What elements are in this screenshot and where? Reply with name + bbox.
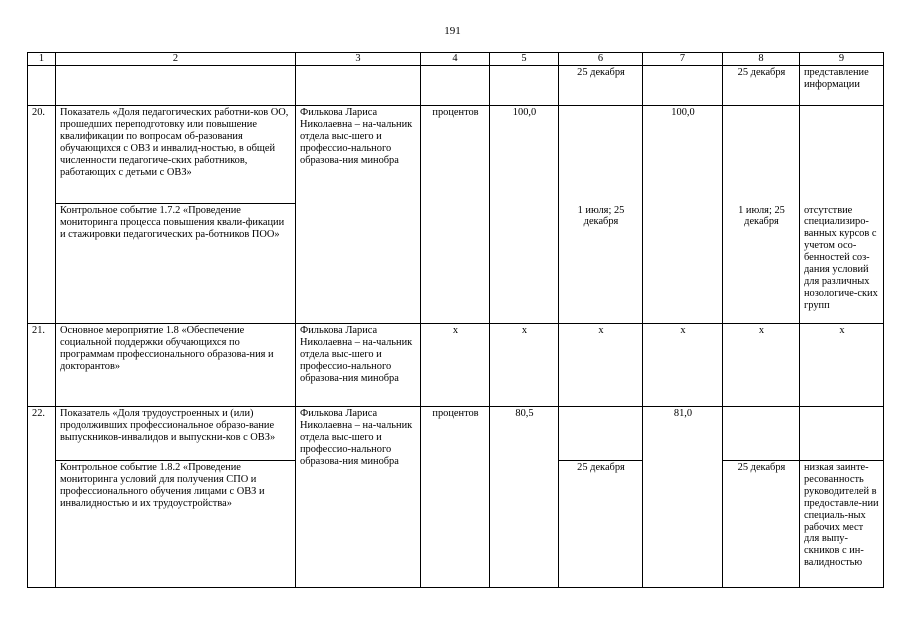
cell-text [56,66,296,106]
value-col5: 100,0 [490,106,559,324]
value-col6: x [559,324,643,407]
cell-col6: 25 декабря [559,66,643,106]
value-col5: x [490,324,559,407]
cell-num [28,66,56,106]
cell-col9 [800,106,884,204]
value-col9: x [800,324,884,407]
control-event-text: Контрольное событие 1.7.2 «Проведение мониторинга процесса повышения квали-фикации и стажировки педагогических ра-ботников ПОО» [56,204,296,324]
event-risk: отсутствие специализиро-ванных курсов с учетом осо-бенностей соз-дания условий для различных нозологиче-ских групп [800,204,884,324]
event-date-col8: 25 декабря [723,461,800,588]
cell-col6 [559,106,643,204]
row-22 [28,407,884,461]
cell-col8 [723,407,800,461]
control-event-text: Контрольное событие 1.8.2 «Проведение мониторинга условий для получения СПО и профессионального обучения лицами с ОВЗ и инвалидностью и их трудоустройства» [56,461,296,588]
cell-col7 [643,66,723,106]
row-number: 20. [28,106,56,324]
cell-col6 [559,407,643,461]
unit: процентов [421,407,490,588]
unit: процентов [421,106,490,324]
header-cell: 3 [296,53,421,66]
event-date-col8: 1 июля; 25 декабря [723,204,800,324]
row-21 [28,324,884,407]
cell-col8: 25 декабря [723,66,800,106]
indicator-text: Показатель «Доля трудоустроенных и (или) продолживших профессиональное образо-вание выпускников-инвалидов и выпускни-ков с ОВЗ» [56,407,296,461]
header-cell: 2 [56,53,296,66]
cell-col9 [800,407,884,461]
header-cell: 6 [559,53,643,66]
event-date-col6: 1 июля; 25 декабря [559,204,643,324]
measure-text: Основное мероприятие 1.8 «Обеспечение социальной поддержки обучающихся по программам профессионального образова-ния и докторантов» [56,324,296,407]
header-cell: 8 [723,53,800,66]
event-date-col6: 25 декабря [559,461,643,588]
responsible-person: Филькова Лариса Николаевна – на-чальник отдела выс-шего и профессио-нального образова-ния минобра [296,407,421,588]
cell-col5 [490,66,559,106]
indicator-text: Показатель «Доля педагогических работни-ков ОО, прошедших переподготовку или повышение квалификации по вопросам об-разования обучающихся с ОВЗ и инвалид-ностью, в общей численности педагогиче-ских работников, работающих с детьми с ОВЗ» [56,106,296,204]
responsible-person: Филькова Лариса Николаевна – на-чальник отдела выс-шего и профессио-нального образова-ния минобра [296,324,421,407]
row-20 [28,106,884,204]
responsible-person: Филькова Лариса Николаевна – на-чальник отдела выс-шего и профессио-нального образова-ния минобра [296,106,421,324]
event-risk: низкая заинте-ресованность руководителей в предоставле-нии специаль-ных рабочих мест для выпу-скников с ин-валидностью [800,461,884,588]
value-col5: 80,5 [490,407,559,588]
header-cell: 7 [643,53,723,66]
cell-col9: представление информации [800,66,884,106]
header-cell: 1 [28,53,56,66]
header-row [28,53,884,66]
row-number: 22. [28,407,56,588]
header-cell: 9 [800,53,884,66]
value-col7: 81,0 [643,407,723,588]
header-cell: 4 [421,53,490,66]
cell-col8 [723,106,800,204]
continuation-row [28,66,884,106]
plan-table [27,52,884,588]
value-col7: x [643,324,723,407]
cell-col4 [421,66,490,106]
header-cell: 5 [490,53,559,66]
value-col4: x [421,324,490,407]
row-number: 21. [28,324,56,407]
cell-responsible [296,66,421,106]
page-number: 191 [444,25,461,37]
value-col7: 100,0 [643,106,723,324]
value-col8: x [723,324,800,407]
